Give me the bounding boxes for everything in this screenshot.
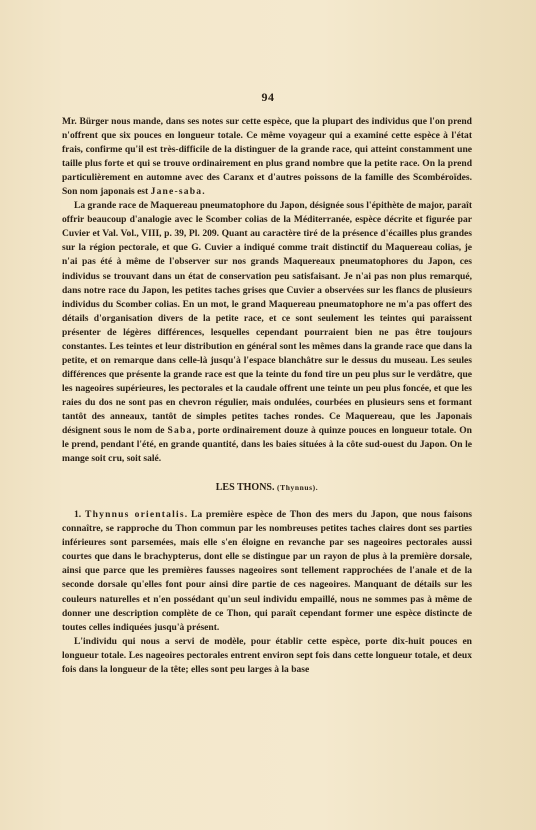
spaced-term: Thynnus orientalis xyxy=(85,509,185,521)
section-subtitle: (Thynnus). xyxy=(277,483,319,493)
text-run: . xyxy=(202,186,205,198)
text-run: La grande race de Maquereau pneumatophore du Japon, désignée sous l'épithète de major, paraît offrir beaucoup d'analogie avec le Scomber colias de la Méditerranée, espèce décrite et figurée par Cuvier et Val. Vol., VIII, p. 39, Pl. 209. Quant au caractère tiré de la présence d'écailles plus grandes sur la région pectorale, et que G. Cuvier a indiqué comme trait distinctif du Maquereau colias, je n'ai pas été à même de l'observer sur nos grands Maquereaux pneumatophores du Japon, ces individus se trouvant dans un état de conservation peu satisfaisant. Je n'ai pas non plus remarqué, dans notre race du Japon, les petites taches grises que Cuvier a observées sur les flancs de plusieurs individus du Scomber colias. En un mot, le grand Maquereau pneumatophore ne m'a pas offert des détails d'organisation divers de la petite race, et ce sont seulement les teintes qui paraissent présenter de légères différences, lesquelles cependant pourraient bien ne pas être toujours constantes. Les teintes et leur distribution en général sont les mêmes dans la grande race que dans la petite, et on remarque dans celle-là jusqu'à l'espace blanchâtre sur le dessus du museau. Les seules différences que présente la grande race est que la teinte du fond tire un peu plus sur le verdâtre, que les nageoires supérieures, les pectorales et la caudale offrent une teinte un peu plus foncée, et que les raies du dos ne sont pas en chevron régulier, mais ondulées, courbées en plusieurs sens et formant tantôt des anneaux, tantôt de simples petites taches rondes. Ce Maquereau, que les Japonais désignent sous le nom de xyxy=(62,200,472,437)
text-run: L'individu qui nous a servi de modèle, pour établir cette espèce, porte dix-huit pouces en longueur totale. Les nageoires pectorales entrent environ sept fois dans cette longueur totale, et deux fois dans la longueur de la tête; elles sont peu larges à la base xyxy=(62,635,472,675)
paragraph-p1 xyxy=(62,115,472,199)
spaced-term: Saba xyxy=(167,425,193,437)
section-title: LES THONS. xyxy=(215,482,275,494)
text-run: Mr. Bürger nous mande, dans ses notes sur cette espèce, que la plupart des individus que l'on prend n'offrent que six pouces en longueur totale. Ce même voyageur qui a examiné cette espèce à l'état frais, confirme qu'il est très-difficile de la distinguer de la grande race, qui atteint constamment une taille plus forte et qui se trouve ordinairement en plus grand nombre que la petite race. On la prend particulièrement en automne avec des Caranx et d'autres poissons de la famille des Scombéroïdes. Son nom japonais est xyxy=(62,116,472,198)
paragraph-p4 xyxy=(62,635,472,677)
text-run: , porte ordinairement douze à quinze pouces en longueur totale. On le prend, pendant l'été, en grande quantité, dans les baies situées à la côte sud-ouest du Japon. On le mange soit cru, soit salé. xyxy=(62,425,472,465)
paragraph-p3 xyxy=(62,508,472,634)
spaced-term: Jane-saba xyxy=(150,186,203,198)
text-run: 1. xyxy=(74,509,86,521)
paragraph-p2 xyxy=(62,199,472,466)
text-run: . La première espèce de Thon des mers du Japon, que nous faisons connaître, se rapproche du Thon commun par les nombreuses petites taches claires dont ses parties inférieures sont parsemées, mais elle s'en éloigne en revanche par ses nageoires pectorales aussi courtes que dans le brachypterus, dont elle se distingue par un rayon de plus à la première dorsale, ainsi que parce que les premières fausses nageoires sont tellement rapprochées de l'anale et de la seconde dorsale qu'elles font pour ainsi dire partie de ces nageoires. Manquant de détails sur les couleurs naturelles et n'en possédant qu'un seul individu empaillé, nous ne sommes pas à même de donner une description complète de ce Thon, qui paraît cependant former une espèce distincte de toutes celles indiquées jusqu'à présent. xyxy=(62,509,473,633)
page-number: 94 xyxy=(261,90,275,104)
section-heading xyxy=(62,481,472,495)
body-text xyxy=(62,115,472,677)
